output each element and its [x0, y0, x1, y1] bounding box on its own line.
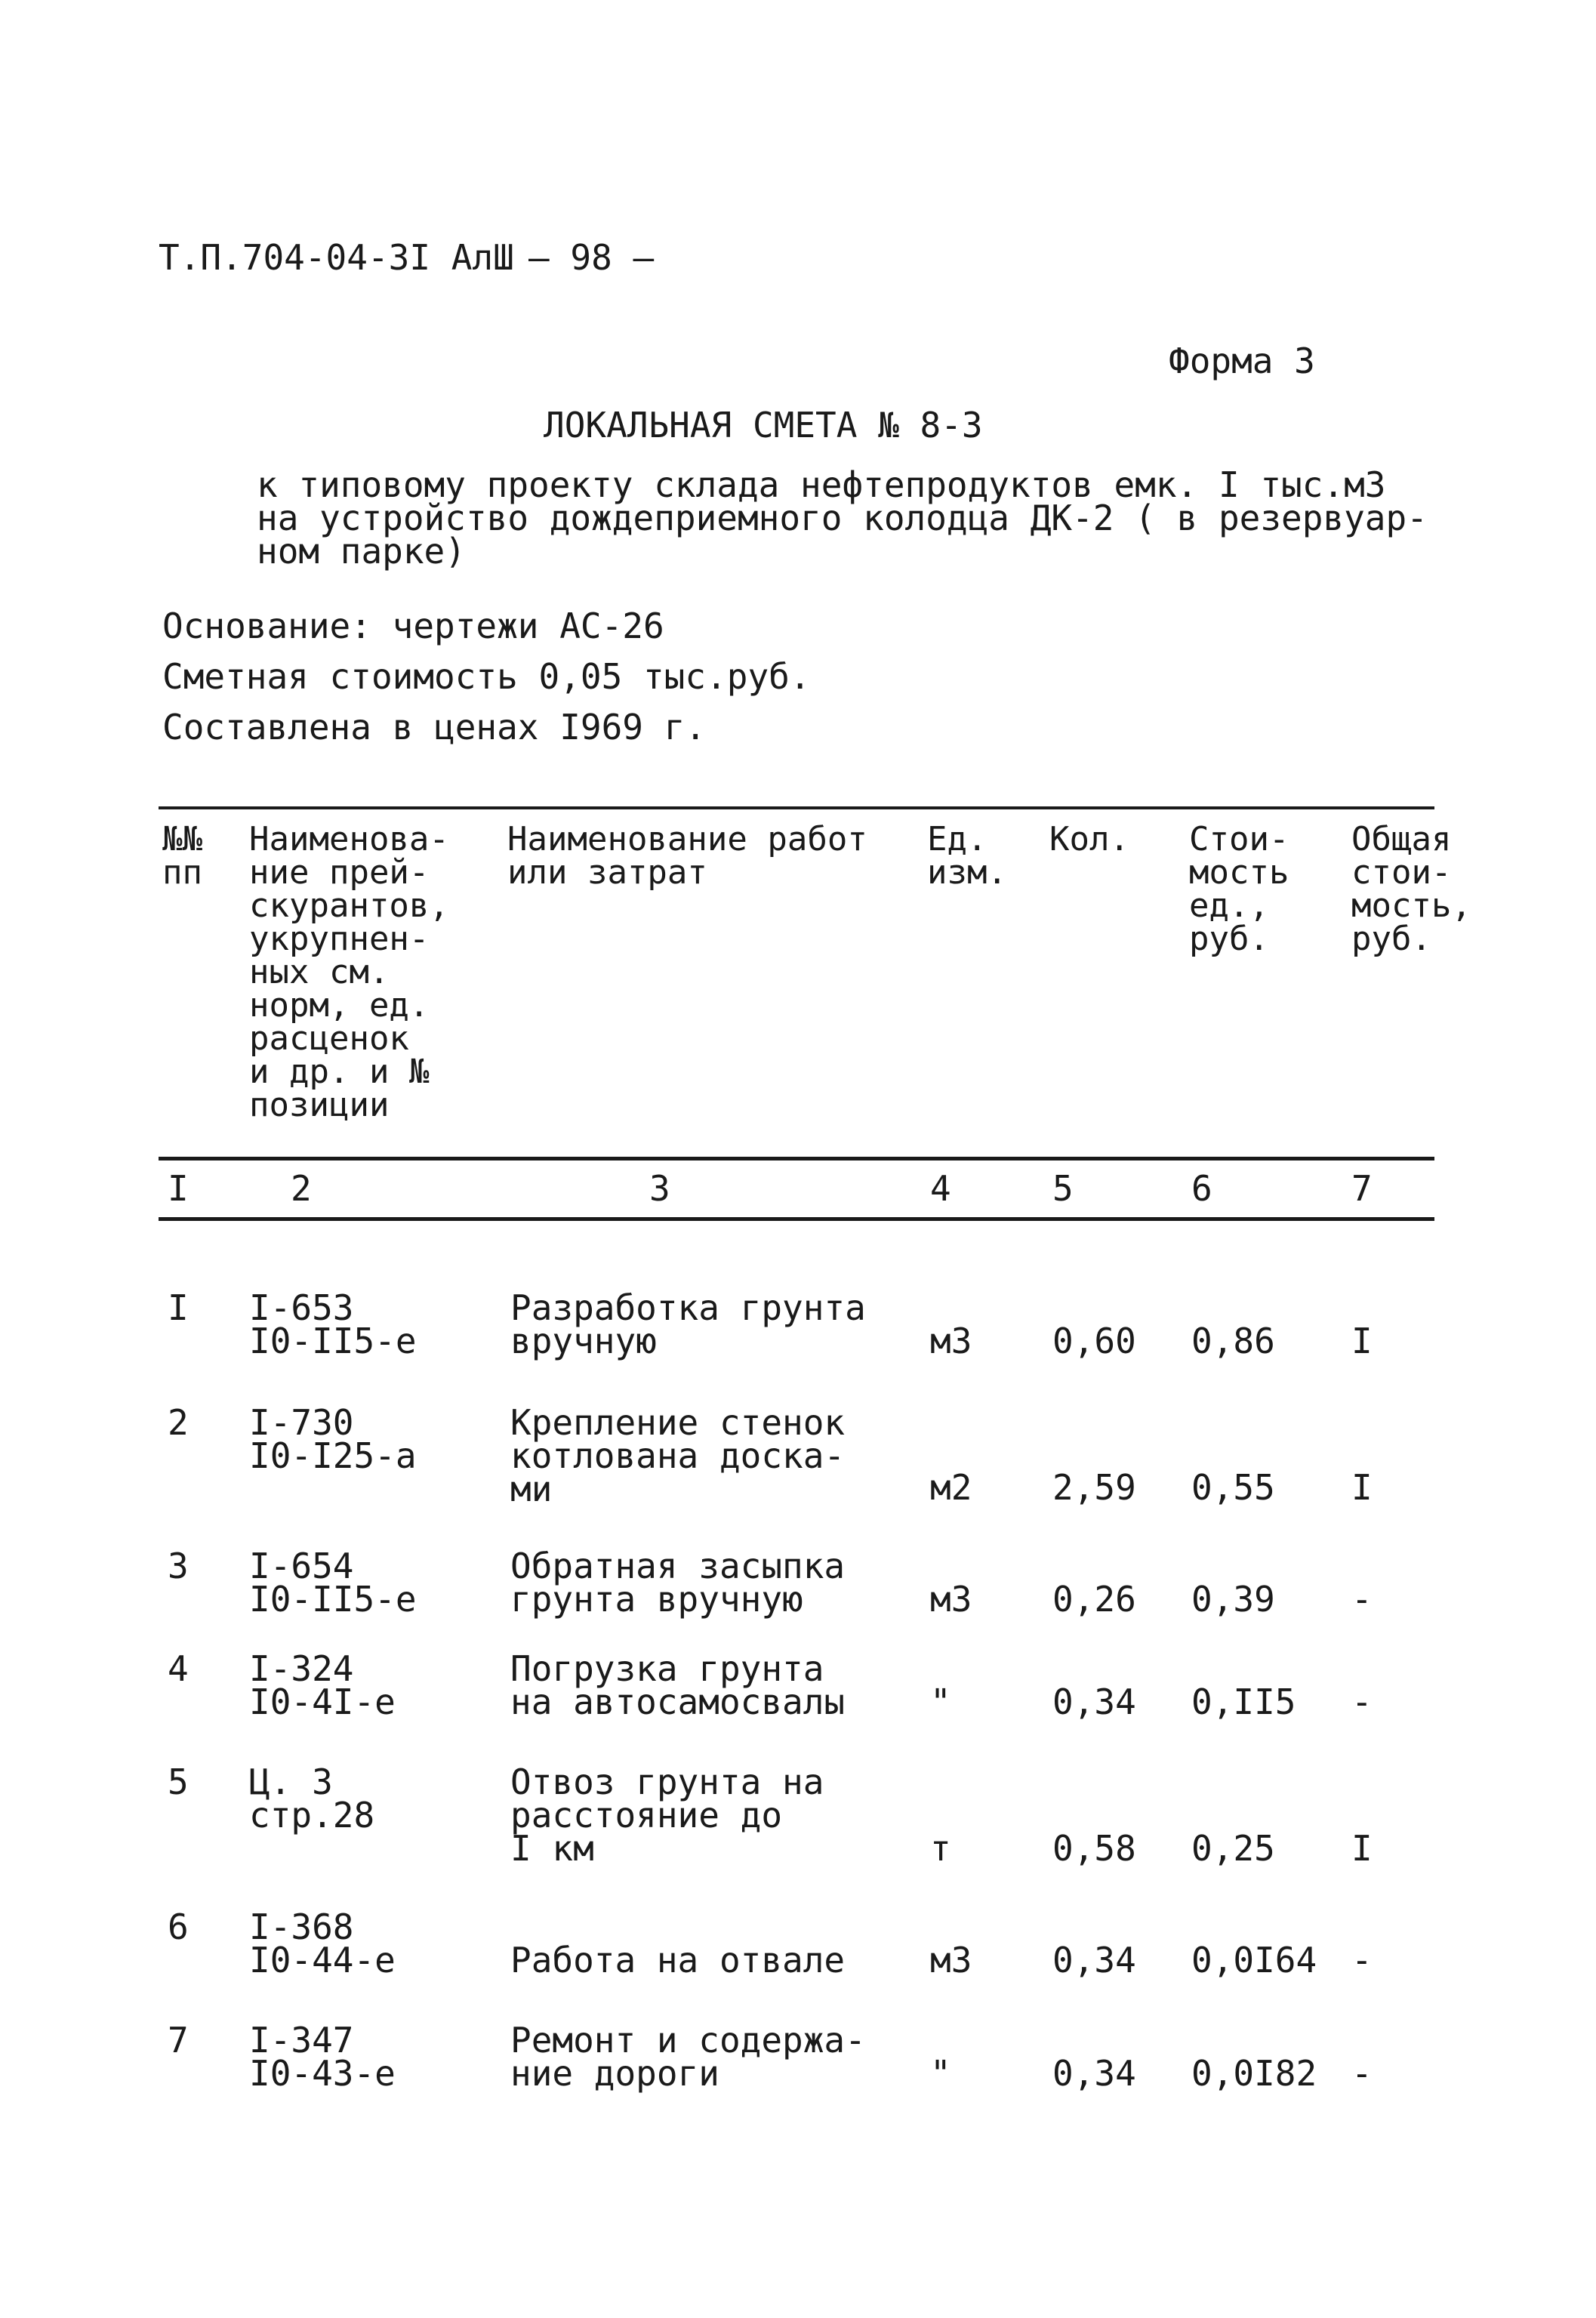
column-number: 7 — [1351, 1168, 1373, 1209]
row-qty: 0,34 — [1052, 1681, 1136, 1722]
document-title: ЛОКАЛЬНАЯ СМЕТА № 8-3 — [544, 405, 983, 445]
header-bottom-rule — [159, 1157, 1434, 1161]
basis-line: Основание: чертежи АС-26 — [162, 606, 664, 646]
row-unit: " — [930, 1681, 951, 1722]
row-total-cost: - — [1351, 1940, 1373, 1980]
row-qty: 0,34 — [1052, 2053, 1136, 2094]
row-qty: 0,60 — [1052, 1321, 1136, 1361]
row-work: Крепление стенок котлована доска- ми — [510, 1402, 846, 1509]
row-unit-cost: 0,25 — [1191, 1828, 1275, 1869]
row-work: Разработка грунта вручную — [510, 1287, 866, 1361]
row-qty: 0,34 — [1052, 1940, 1136, 1980]
row-work: Отвоз грунта на расстояние до I км — [510, 1762, 824, 1869]
intro-line: на устройство дождеприемного колодца ДК-2 ( в резервуар- — [257, 498, 1428, 538]
intro-line: ном парке) — [257, 531, 466, 572]
column-numbers-rule — [159, 1217, 1434, 1221]
prices-line: Составлена в ценах I969 г. — [162, 707, 707, 747]
row-number: 7 — [168, 2020, 189, 2061]
column-number: 3 — [649, 1168, 670, 1209]
row-number: 3 — [168, 1546, 189, 1586]
row-unit: м3 — [930, 1940, 972, 1980]
row-work: Обратная засыпка грунта вручную — [510, 1546, 846, 1620]
column-number: 5 — [1052, 1168, 1074, 1209]
column-header-total-cost: Общая стои- мость, руб. — [1351, 820, 1471, 958]
row-number: 6 — [168, 1906, 189, 1947]
row-unit: м2 — [930, 1467, 972, 1508]
row-number: 2 — [168, 1402, 189, 1443]
row-unit: т — [930, 1828, 951, 1869]
row-total-cost: I — [1351, 1467, 1373, 1508]
column-header-unit: Ед. изм. — [927, 820, 1007, 892]
document-code: Т.П.704-04-3I АлШ — [159, 237, 514, 278]
row-codes: I-730 I0-I25-а — [249, 1402, 417, 1476]
row-codes: I-324 I0-4I-е — [249, 1648, 396, 1722]
row-codes: I-653 I0-II5-е — [249, 1287, 417, 1361]
column-number: 4 — [930, 1168, 951, 1209]
row-unit: м3 — [930, 1579, 972, 1620]
row-qty: 0,26 — [1052, 1579, 1136, 1620]
column-header-price-list: Наименова- ние прей- скурантов, укрупнен- ных см. норм, ед. расценок и др. и № позиции — [249, 820, 449, 1124]
row-codes: I-368 I0-44-е — [249, 1906, 396, 1980]
row-work: Работа на отвале — [510, 1940, 846, 1980]
row-number: I — [168, 1287, 189, 1328]
column-header-num: №№ пп — [162, 820, 202, 892]
row-codes: I-654 I0-II5-е — [249, 1546, 417, 1620]
row-unit-cost: 0,II5 — [1191, 1681, 1296, 1722]
row-total-cost: I — [1351, 1828, 1373, 1869]
row-total-cost: - — [1351, 1579, 1373, 1620]
row-codes: Ц. 3 стр.28 — [249, 1762, 375, 1836]
row-unit-cost: 0,55 — [1191, 1467, 1275, 1508]
row-unit-cost: 0,39 — [1191, 1579, 1275, 1620]
row-total-cost: - — [1351, 1681, 1373, 1722]
row-qty: 0,58 — [1052, 1828, 1136, 1869]
row-codes: I-347 I0-43-е — [249, 2020, 396, 2094]
column-number: 6 — [1191, 1168, 1212, 1209]
row-work: Погрузка грунта на автосамосвалы — [510, 1648, 846, 1722]
table-top-rule — [159, 806, 1434, 809]
row-work: Ремонт и содержа- ние дороги — [510, 2020, 866, 2094]
intro-line: к типовому проекту склада нефтепродуктов емк. I тыс.м3 — [257, 464, 1386, 505]
row-qty: 2,59 — [1052, 1467, 1136, 1508]
column-number: 2 — [291, 1168, 312, 1209]
column-header-qty: Кол. — [1049, 820, 1129, 858]
column-header-unit-cost: Стои- мость ед., руб. — [1189, 820, 1289, 958]
row-unit: м3 — [930, 1321, 972, 1361]
row-unit-cost: 0,86 — [1191, 1321, 1275, 1361]
row-unit-cost: 0,0I82 — [1191, 2053, 1317, 2094]
cost-line: Сметная стоимость 0,05 тыс.руб. — [162, 656, 811, 697]
row-total-cost: I — [1351, 1321, 1373, 1361]
row-number: 4 — [168, 1648, 189, 1689]
intro-paragraph — [257, 464, 1428, 572]
row-total-cost: - — [1351, 2053, 1373, 2094]
column-number: I — [168, 1168, 189, 1209]
row-number: 5 — [168, 1762, 189, 1802]
form-label: Форма 3 — [1169, 341, 1315, 381]
column-header-work: Наименование работ или затрат — [507, 820, 867, 892]
row-unit-cost: 0,0I64 — [1191, 1940, 1317, 1980]
row-unit: " — [930, 2053, 951, 2094]
page-number: — 98 — — [528, 237, 655, 278]
